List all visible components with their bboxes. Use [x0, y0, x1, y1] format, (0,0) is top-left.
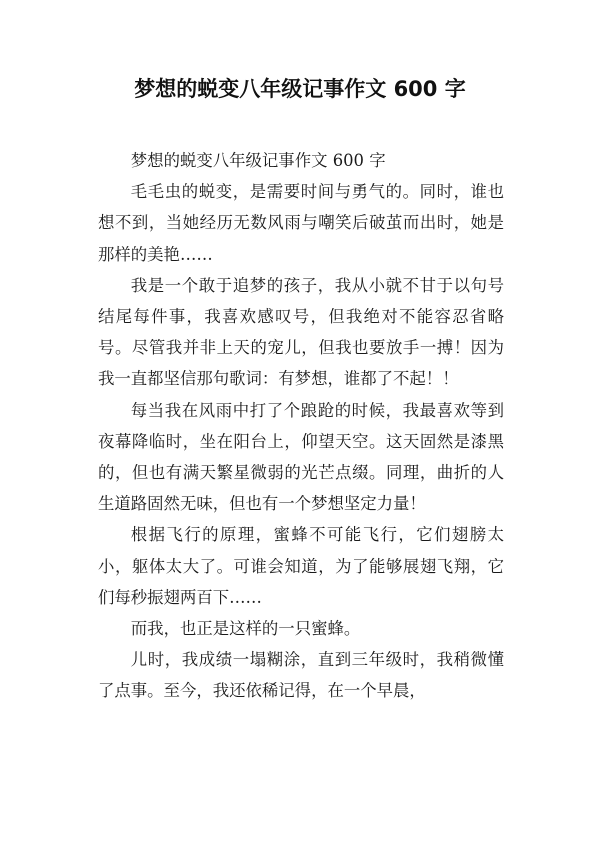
paragraph: 根据飞行的原理，蜜蜂不可能飞行，它们翅膀太小，躯体太大了。可谁会知道，为了能够展翅飞翔，它们每秒振翅两百下……: [98, 525, 504, 607]
paragraph: 每当我在风雨中打了个踉跄的时候，我最喜欢等到夜幕降临时，坐在阳台上，仰望天空。这天固然是漆黑的，但也有满天繁星微弱的光芒点缀。同理，曲折的人生道路固然无味，但也有一个梦想坚定力量！: [98, 400, 504, 514]
paragraph: 毛毛虫的蜕变，是需要时间与勇气的。同时，谁也想不到，当她经历无数风雨与嘲笑后破茧而出时，她是那样的美艳……: [98, 182, 504, 264]
paragraph: 而我，也正是这样的一只蜜蜂。: [130, 619, 361, 639]
paragraph: 我是一个敢于追梦的孩子，我从小就不甘于以句号结尾每件事，我喜欢感叹号，但我绝对不能容忍省略号。尽管我并非上天的宠儿，但我也要放手一搏！因为我一直都坚信那句歌词：有梦想，谁都了不起！！: [98, 275, 504, 389]
paragraph: 儿时，我成绩一塌糊涂，直到三年级时，我稍微懂了点事。至今，我还依稀记得，在一个早晨，: [98, 650, 504, 701]
paragraph-subtitle: 梦想的蜕变八年级记事作文 600 字: [130, 151, 386, 170]
document-title: 梦想的蜕变八年级记事作文 600 字: [134, 77, 466, 101]
document-body: [98, 145, 504, 707]
